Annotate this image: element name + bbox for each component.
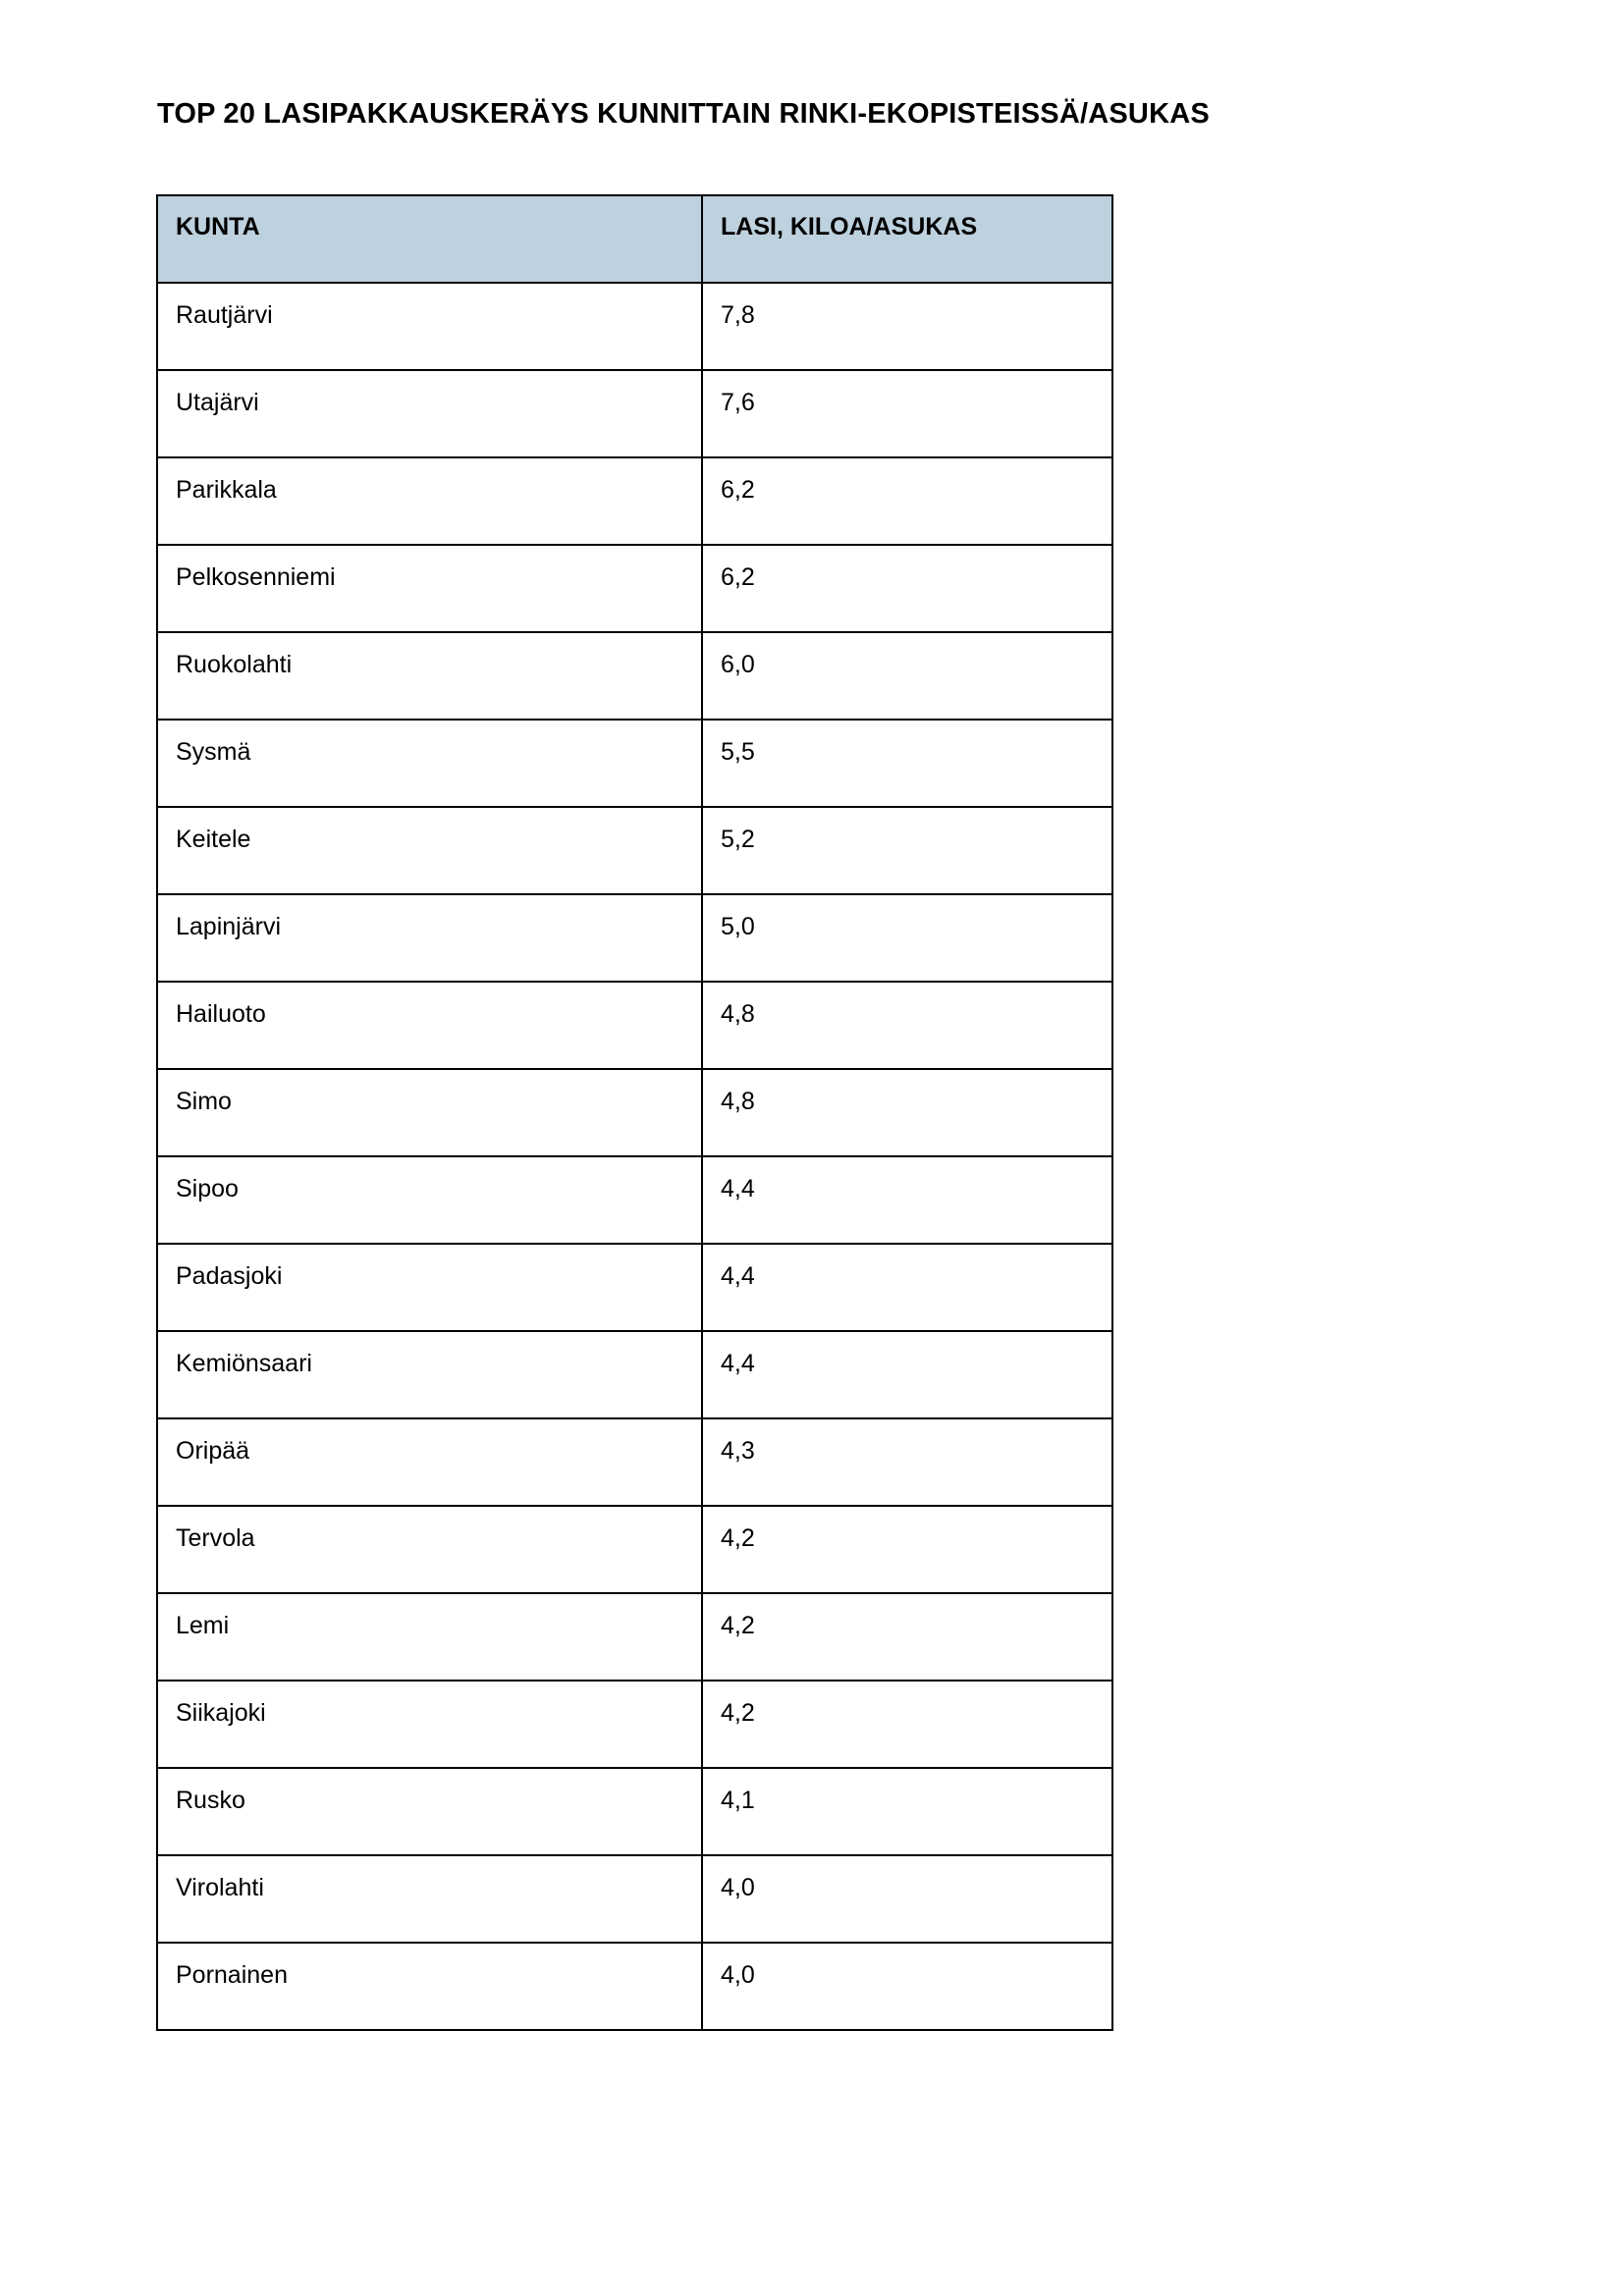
table-row: [157, 807, 1112, 894]
cell-kunta: Simo: [157, 1069, 702, 1156]
column-header-lasi: LASI, KILOA/ASUKAS: [702, 195, 1112, 283]
table-row: [157, 894, 1112, 982]
table-row: [157, 283, 1112, 370]
cell-kunta: Parikkala: [157, 457, 702, 545]
cell-lasi: 4,4: [702, 1244, 1112, 1331]
table-row: [157, 1331, 1112, 1418]
cell-lasi: 4,3: [702, 1418, 1112, 1506]
table-row: [157, 720, 1112, 807]
cell-kunta: Pornainen: [157, 1943, 702, 2030]
cell-lasi: 4,0: [702, 1855, 1112, 1943]
cell-lasi: 6,2: [702, 457, 1112, 545]
cell-kunta: Ruokolahti: [157, 632, 702, 720]
table-header-row: [157, 195, 1112, 283]
cell-lasi: 4,1: [702, 1768, 1112, 1855]
table-row: [157, 632, 1112, 720]
cell-lasi: 4,0: [702, 1943, 1112, 2030]
cell-lasi: 7,6: [702, 370, 1112, 457]
cell-lasi: 5,0: [702, 894, 1112, 982]
cell-lasi: 6,2: [702, 545, 1112, 632]
cell-lasi: 4,8: [702, 982, 1112, 1069]
cell-lasi: 4,4: [702, 1156, 1112, 1244]
table-row: [157, 545, 1112, 632]
cell-lasi: 4,4: [702, 1331, 1112, 1418]
page-title: TOP 20 LASIPAKKAUSKERÄYS KUNNITTAIN RINKI-EKOPISTEISSÄ/ASUKAS: [157, 98, 1210, 130]
cell-kunta: Keitele: [157, 807, 702, 894]
table-row: [157, 1244, 1112, 1331]
column-header-kunta: KUNTA: [157, 195, 702, 283]
table-row: [157, 370, 1112, 457]
cell-kunta: Padasjoki: [157, 1244, 702, 1331]
table-row: [157, 1418, 1112, 1506]
cell-kunta: Oripää: [157, 1418, 702, 1506]
cell-kunta: Tervola: [157, 1506, 702, 1593]
cell-lasi: 4,2: [702, 1506, 1112, 1593]
cell-lasi: 6,0: [702, 632, 1112, 720]
cell-lasi: 4,2: [702, 1681, 1112, 1768]
cell-lasi: 7,8: [702, 283, 1112, 370]
cell-kunta: Virolahti: [157, 1855, 702, 1943]
cell-lasi: 4,8: [702, 1069, 1112, 1156]
cell-kunta: Lapinjärvi: [157, 894, 702, 982]
table-row: [157, 1681, 1112, 1768]
table-row: [157, 1069, 1112, 1156]
cell-lasi: 5,2: [702, 807, 1112, 894]
cell-lasi: 4,2: [702, 1593, 1112, 1681]
glass-collection-table: [156, 194, 1113, 2031]
table-body: [157, 283, 1112, 2030]
cell-kunta: Rautjärvi: [157, 283, 702, 370]
cell-kunta: Kemiönsaari: [157, 1331, 702, 1418]
cell-kunta: Lemi: [157, 1593, 702, 1681]
cell-kunta: Pelkosenniemi: [157, 545, 702, 632]
cell-kunta: Siikajoki: [157, 1681, 702, 1768]
table-row: [157, 1768, 1112, 1855]
cell-kunta: Utajärvi: [157, 370, 702, 457]
table-row: [157, 1156, 1112, 1244]
cell-kunta: Hailuoto: [157, 982, 702, 1069]
cell-kunta: Sipoo: [157, 1156, 702, 1244]
cell-kunta: Rusko: [157, 1768, 702, 1855]
table-row: [157, 982, 1112, 1069]
cell-lasi: 5,5: [702, 720, 1112, 807]
table-row: [157, 1855, 1112, 1943]
table-row: [157, 1593, 1112, 1681]
table-row: [157, 457, 1112, 545]
table-row: [157, 1506, 1112, 1593]
cell-kunta: Sysmä: [157, 720, 702, 807]
table-row: [157, 1943, 1112, 2030]
